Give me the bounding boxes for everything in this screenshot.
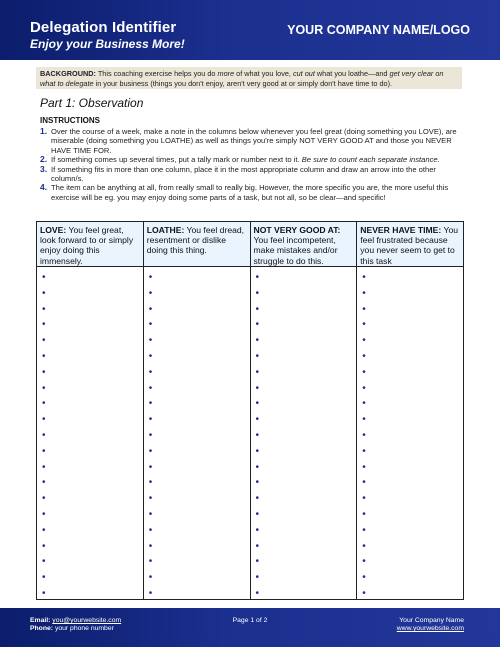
column-label: LOATHE: xyxy=(146,225,185,235)
bullet-entry[interactable] xyxy=(144,586,250,602)
bullet-entry[interactable] xyxy=(357,333,463,349)
bullet-entry[interactable] xyxy=(37,333,143,349)
background-text-c: what you loathe—and xyxy=(314,69,390,78)
company-logo-placeholder: YOUR COMPANY NAME/LOGO xyxy=(287,23,470,37)
bullet-entry[interactable] xyxy=(251,412,357,428)
bullet-entry[interactable] xyxy=(251,491,357,507)
instructions-heading: INSTRUCTIONS xyxy=(40,116,100,125)
background-cut-out: cut out xyxy=(292,69,315,78)
bullet-entry[interactable] xyxy=(144,444,250,460)
bullet-entry[interactable] xyxy=(357,349,463,365)
instruction-item xyxy=(40,183,462,202)
bullet-entry[interactable] xyxy=(144,428,250,444)
column-description: You feel frustrated because you never seem to get to this task xyxy=(360,225,458,266)
bullet-entry[interactable] xyxy=(251,570,357,586)
bullet-entry[interactable] xyxy=(357,317,463,333)
instruction-item xyxy=(40,155,462,164)
background-more: more xyxy=(217,69,235,78)
instruction-number: 1. xyxy=(40,126,48,136)
bullet-entry[interactable] xyxy=(251,523,357,539)
bullet-list[interactable] xyxy=(251,270,357,602)
website-link[interactable]: www.yourwebsite.com xyxy=(396,625,464,632)
instruction-text: If something comes up several times, put a tally mark or number next to it. xyxy=(51,155,302,165)
instruction-item xyxy=(40,165,462,184)
bullet-entry[interactable] xyxy=(357,491,463,507)
column-description: You feel dread, resentment or dislike doing this thing. xyxy=(146,225,245,256)
phone-label: Phone: xyxy=(30,625,54,632)
instructions-list xyxy=(40,127,462,202)
bullet-entry[interactable] xyxy=(251,270,357,286)
bullet-entry[interactable] xyxy=(37,586,143,602)
footer-company xyxy=(397,617,464,633)
bullet-entry[interactable] xyxy=(37,460,143,476)
bullet-entry[interactable] xyxy=(357,286,463,302)
bullet-entry[interactable] xyxy=(144,396,250,412)
email-label: Email: xyxy=(30,617,51,624)
column-header-loathe xyxy=(144,222,250,267)
column-not-very-good-at xyxy=(251,222,358,599)
instruction-number: 4. xyxy=(40,182,48,193)
background-label: BACKGROUND: xyxy=(40,69,96,78)
bullet-entry[interactable] xyxy=(357,554,463,570)
document-title: Delegation Identifier xyxy=(30,19,177,36)
bullet-entry[interactable] xyxy=(251,428,357,444)
bullet-entry[interactable] xyxy=(144,333,250,349)
bullet-entry[interactable] xyxy=(37,270,143,286)
bullet-entry[interactable] xyxy=(144,286,250,302)
column-label: NOT VERY GOOD AT: xyxy=(253,225,341,235)
bullet-entry[interactable] xyxy=(251,365,357,381)
instruction-emphasis: Be sure to count each separate instance. xyxy=(301,155,440,165)
bullet-entry[interactable] xyxy=(357,270,463,286)
bullet-entry[interactable] xyxy=(144,270,250,286)
background-text-b: of what you love, xyxy=(234,69,293,78)
bullet-entry[interactable] xyxy=(37,302,143,318)
instruction-text: The item can be anything at all, from really small to really big. However, the more specific you are, the more useful this exercise will be eg. you may enjoy doing some parts of a task, but not all, so be clear—and specific! xyxy=(51,183,449,202)
background-clear: get very clear on what to delegate xyxy=(40,69,444,88)
bullet-entry[interactable] xyxy=(357,475,463,491)
bullet-entry[interactable] xyxy=(144,365,250,381)
bullet-entry[interactable] xyxy=(37,507,143,523)
instruction-number: 2. xyxy=(40,154,48,165)
bullet-entry[interactable] xyxy=(37,444,143,460)
bullet-entry[interactable] xyxy=(357,365,463,381)
bullet-entry[interactable] xyxy=(37,554,143,570)
instruction-text: If something fits in more than one column, place it in the most appropriate column and draw an arrow into the other column/s. xyxy=(51,164,436,184)
bullet-entry[interactable] xyxy=(357,539,463,555)
bullet-entry[interactable] xyxy=(357,302,463,318)
bullet-entry[interactable] xyxy=(144,460,250,476)
bullet-entry[interactable] xyxy=(144,539,250,555)
bullet-entry[interactable] xyxy=(251,381,357,397)
column-description: You feel incompetent, make mistakes and/or struggle to do this. xyxy=(253,235,338,266)
email-link[interactable]: you@yourwebsite.com xyxy=(52,617,122,624)
bullet-entry[interactable] xyxy=(37,365,143,381)
column-header-never-have-time xyxy=(357,222,463,267)
bullet-entry[interactable] xyxy=(144,554,250,570)
bullet-entry[interactable] xyxy=(251,302,357,318)
bullet-entry[interactable] xyxy=(251,460,357,476)
bullet-entry[interactable] xyxy=(37,381,143,397)
bullet-entry[interactable] xyxy=(251,539,357,555)
column-loathe xyxy=(144,222,251,599)
bullet-entry[interactable] xyxy=(251,507,357,523)
bullet-entry[interactable] xyxy=(357,381,463,397)
column-never-have-time xyxy=(357,222,463,599)
bullet-entry[interactable] xyxy=(251,444,357,460)
observation-grid xyxy=(36,221,464,600)
bullet-list[interactable] xyxy=(357,270,463,602)
bullet-entry[interactable] xyxy=(144,507,250,523)
bullet-entry[interactable] xyxy=(357,396,463,412)
bullet-entry[interactable] xyxy=(37,491,143,507)
column-label: LOVE: xyxy=(40,225,67,235)
bullet-entry[interactable] xyxy=(357,412,463,428)
bullet-list[interactable] xyxy=(144,270,250,602)
column-label: NEVER HAVE TIME: xyxy=(360,225,442,235)
bullet-entry[interactable] xyxy=(144,475,250,491)
bullet-entry[interactable] xyxy=(251,286,357,302)
page-number: Page 1 of 2 xyxy=(232,617,268,624)
bullet-entry[interactable] xyxy=(357,586,463,602)
instruction-text: Over the course of a week, make a note in the columns below whenever you feel great (doing something you LOVE), are miserable (doing something you LOATHE) as well as things you're simply NOT VERY GOOD AT and those you NEVER HAVE TIME FOR. xyxy=(51,127,457,155)
column-header-love xyxy=(37,222,143,267)
page-header xyxy=(0,0,500,60)
bullet-entry[interactable] xyxy=(251,349,357,365)
column-header-not-very-good-at xyxy=(251,222,357,267)
bullet-entry[interactable] xyxy=(357,428,463,444)
instruction-item xyxy=(40,127,462,155)
company-name: Your Company Name xyxy=(399,617,464,624)
bullet-entry[interactable] xyxy=(357,460,463,476)
bullet-entry[interactable] xyxy=(251,317,357,333)
bullet-entry[interactable] xyxy=(37,539,143,555)
bullet-entry[interactable] xyxy=(37,396,143,412)
bullet-entry[interactable] xyxy=(251,396,357,412)
background-text-d: in your business (things you don't enjoy, aren't very good at or simply don't have time to do). xyxy=(93,79,393,88)
bullet-entry[interactable] xyxy=(37,475,143,491)
bullet-entry[interactable] xyxy=(357,444,463,460)
column-love xyxy=(37,222,144,599)
bullet-entry[interactable] xyxy=(144,317,250,333)
bullet-entry[interactable] xyxy=(144,302,250,318)
bullet-entry[interactable] xyxy=(357,507,463,523)
bullet-entry[interactable] xyxy=(144,491,250,507)
bullet-list[interactable] xyxy=(37,270,143,602)
bullet-entry[interactable] xyxy=(37,428,143,444)
phone-number: your phone number xyxy=(54,625,114,632)
part-title: Part 1: Observation xyxy=(40,96,144,110)
page-footer xyxy=(0,608,500,647)
bullet-entry[interactable] xyxy=(37,317,143,333)
column-description: You feel great, look forward to or simply enjoy doing this immensely. xyxy=(40,225,134,266)
bullet-entry[interactable] xyxy=(251,475,357,491)
bullet-entry[interactable] xyxy=(37,286,143,302)
bullet-entry[interactable] xyxy=(144,412,250,428)
bullet-entry[interactable] xyxy=(37,570,143,586)
bullet-entry[interactable] xyxy=(357,570,463,586)
bullet-entry[interactable] xyxy=(251,586,357,602)
document-subtitle: Enjoy your Business More! xyxy=(30,37,185,51)
instruction-number: 3. xyxy=(40,163,48,174)
bullet-entry[interactable] xyxy=(37,412,143,428)
background-text-a: This coaching exercise helps you do xyxy=(95,69,218,78)
bullet-entry[interactable] xyxy=(144,381,250,397)
bullet-entry[interactable] xyxy=(37,523,143,539)
bullet-entry[interactable] xyxy=(144,570,250,586)
bullet-entry[interactable] xyxy=(144,523,250,539)
bullet-entry[interactable] xyxy=(37,349,143,365)
bullet-entry[interactable] xyxy=(357,523,463,539)
bullet-entry[interactable] xyxy=(251,554,357,570)
background-note xyxy=(36,67,462,89)
bullet-entry[interactable] xyxy=(251,333,357,349)
bullet-entry[interactable] xyxy=(144,349,250,365)
